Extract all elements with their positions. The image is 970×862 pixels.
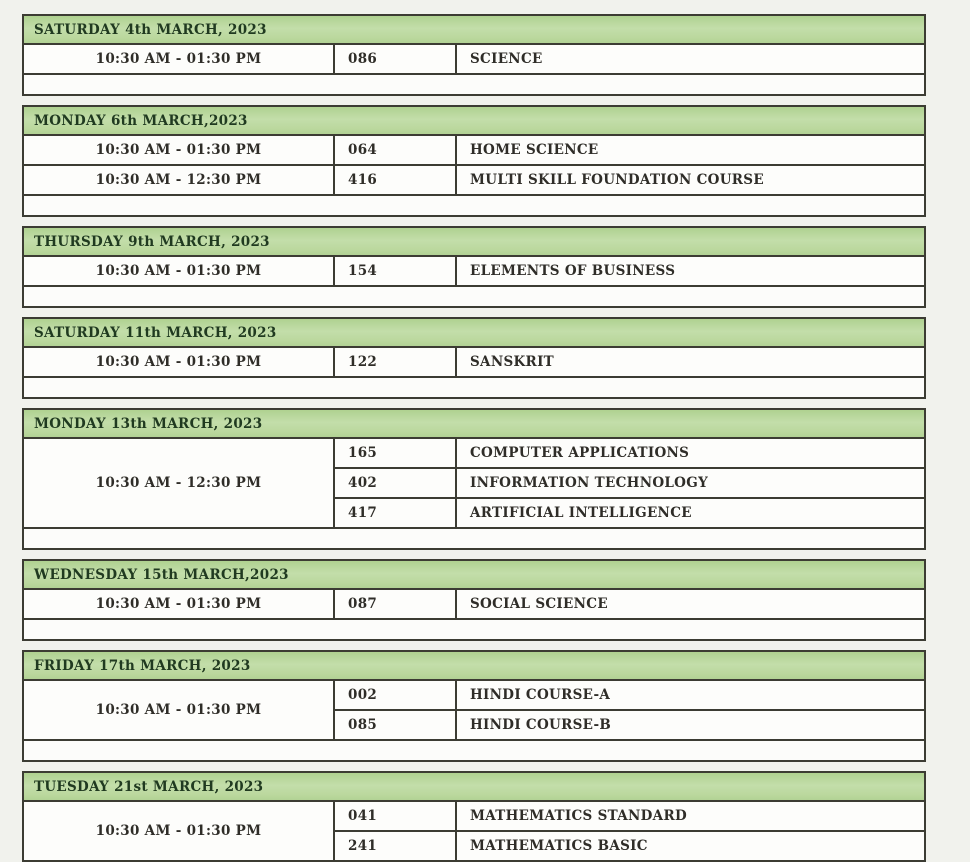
schedule-section bbox=[22, 408, 926, 550]
subject-name-cell: MULTI SKILL FOUNDATION COURSE bbox=[456, 165, 925, 195]
time-cell: 10:30 AM - 01:30 PM bbox=[23, 347, 334, 377]
date-header: MONDAY 13th MARCH, 2023 bbox=[23, 409, 925, 438]
spacer-row bbox=[23, 619, 925, 640]
spacer-row bbox=[23, 286, 925, 307]
date-header: TUESDAY 21st MARCH, 2023 bbox=[23, 772, 925, 801]
date-header: MONDAY 6th MARCH,2023 bbox=[23, 106, 925, 135]
subject-name-cell: SANSKRIT bbox=[456, 347, 925, 377]
spacer-cell bbox=[23, 528, 925, 549]
date-header-row bbox=[23, 409, 925, 438]
subject-name-cell: HINDI COURSE-A bbox=[456, 680, 925, 710]
date-header: THURSDAY 9th MARCH, 2023 bbox=[23, 227, 925, 256]
subject-code-cell: 041 bbox=[334, 801, 456, 831]
exam-row bbox=[23, 347, 925, 377]
subject-code-cell: 165 bbox=[334, 438, 456, 468]
subject-name-cell: MATHEMATICS BASIC bbox=[456, 831, 925, 861]
spacer-row bbox=[23, 377, 925, 398]
date-header: WEDNESDAY 15th MARCH,2023 bbox=[23, 560, 925, 589]
spacer-row bbox=[23, 74, 925, 95]
subject-code-cell: 154 bbox=[334, 256, 456, 286]
subject-name-cell: SCIENCE bbox=[456, 44, 925, 74]
time-cell: 10:30 AM - 01:30 PM bbox=[23, 589, 334, 619]
subject-code-cell: 241 bbox=[334, 831, 456, 861]
exam-row bbox=[23, 589, 925, 619]
schedule-section bbox=[22, 14, 926, 96]
spacer-cell bbox=[23, 74, 925, 95]
schedule-section bbox=[22, 650, 926, 762]
spacer-cell bbox=[23, 619, 925, 640]
subject-name-cell: INFORMATION TECHNOLOGY bbox=[456, 468, 925, 498]
exam-row bbox=[23, 256, 925, 286]
subject-name-cell: COMPUTER APPLICATIONS bbox=[456, 438, 925, 468]
subject-code-cell: 122 bbox=[334, 347, 456, 377]
schedule-section bbox=[22, 105, 926, 217]
spacer-row bbox=[23, 528, 925, 549]
date-header: SATURDAY 11th MARCH, 2023 bbox=[23, 318, 925, 347]
spacer-cell bbox=[23, 740, 925, 761]
spacer-row bbox=[23, 740, 925, 761]
date-header: SATURDAY 4th MARCH, 2023 bbox=[23, 15, 925, 44]
time-cell: 10:30 AM - 01:30 PM bbox=[23, 680, 334, 740]
date-header-row bbox=[23, 560, 925, 589]
subject-code-cell: 002 bbox=[334, 680, 456, 710]
date-header: FRIDAY 17th MARCH, 2023 bbox=[23, 651, 925, 680]
subject-name-cell: ELEMENTS OF BUSINESS bbox=[456, 256, 925, 286]
schedule-section bbox=[22, 559, 926, 641]
exam-row bbox=[23, 801, 925, 831]
time-cell: 10:30 AM - 01:30 PM bbox=[23, 801, 334, 861]
subject-code-cell: 416 bbox=[334, 165, 456, 195]
subject-code-cell: 085 bbox=[334, 710, 456, 740]
time-cell: 10:30 AM - 01:30 PM bbox=[23, 135, 334, 165]
subject-code-cell: 417 bbox=[334, 498, 456, 528]
subject-name-cell: ARTIFICIAL INTELLIGENCE bbox=[456, 498, 925, 528]
subject-name-cell: SOCIAL SCIENCE bbox=[456, 589, 925, 619]
date-header-row bbox=[23, 772, 925, 801]
date-header-row bbox=[23, 227, 925, 256]
schedule-section bbox=[22, 317, 926, 399]
subject-name-cell: MATHEMATICS STANDARD bbox=[456, 801, 925, 831]
time-cell: 10:30 AM - 12:30 PM bbox=[23, 165, 334, 195]
exam-row bbox=[23, 44, 925, 74]
subject-code-cell: 402 bbox=[334, 468, 456, 498]
schedule-section bbox=[22, 771, 926, 862]
exam-row bbox=[23, 135, 925, 165]
spacer-cell bbox=[23, 286, 925, 307]
subject-code-cell: 064 bbox=[334, 135, 456, 165]
subject-code-cell: 086 bbox=[334, 44, 456, 74]
exam-row bbox=[23, 438, 925, 468]
spacer-cell bbox=[23, 195, 925, 216]
date-header-row bbox=[23, 106, 925, 135]
spacer-cell bbox=[23, 377, 925, 398]
date-header-row bbox=[23, 318, 925, 347]
date-header-row bbox=[23, 15, 925, 44]
time-cell: 10:30 AM - 12:30 PM bbox=[23, 438, 334, 528]
time-cell: 10:30 AM - 01:30 PM bbox=[23, 256, 334, 286]
subject-name-cell: HINDI COURSE-B bbox=[456, 710, 925, 740]
date-header-row bbox=[23, 651, 925, 680]
exam-row bbox=[23, 680, 925, 710]
subject-code-cell: 087 bbox=[334, 589, 456, 619]
time-cell: 10:30 AM - 01:30 PM bbox=[23, 44, 334, 74]
exam-timetable bbox=[22, 14, 924, 862]
subject-name-cell: HOME SCIENCE bbox=[456, 135, 925, 165]
exam-row bbox=[23, 165, 925, 195]
schedule-section bbox=[22, 226, 926, 308]
spacer-row bbox=[23, 195, 925, 216]
